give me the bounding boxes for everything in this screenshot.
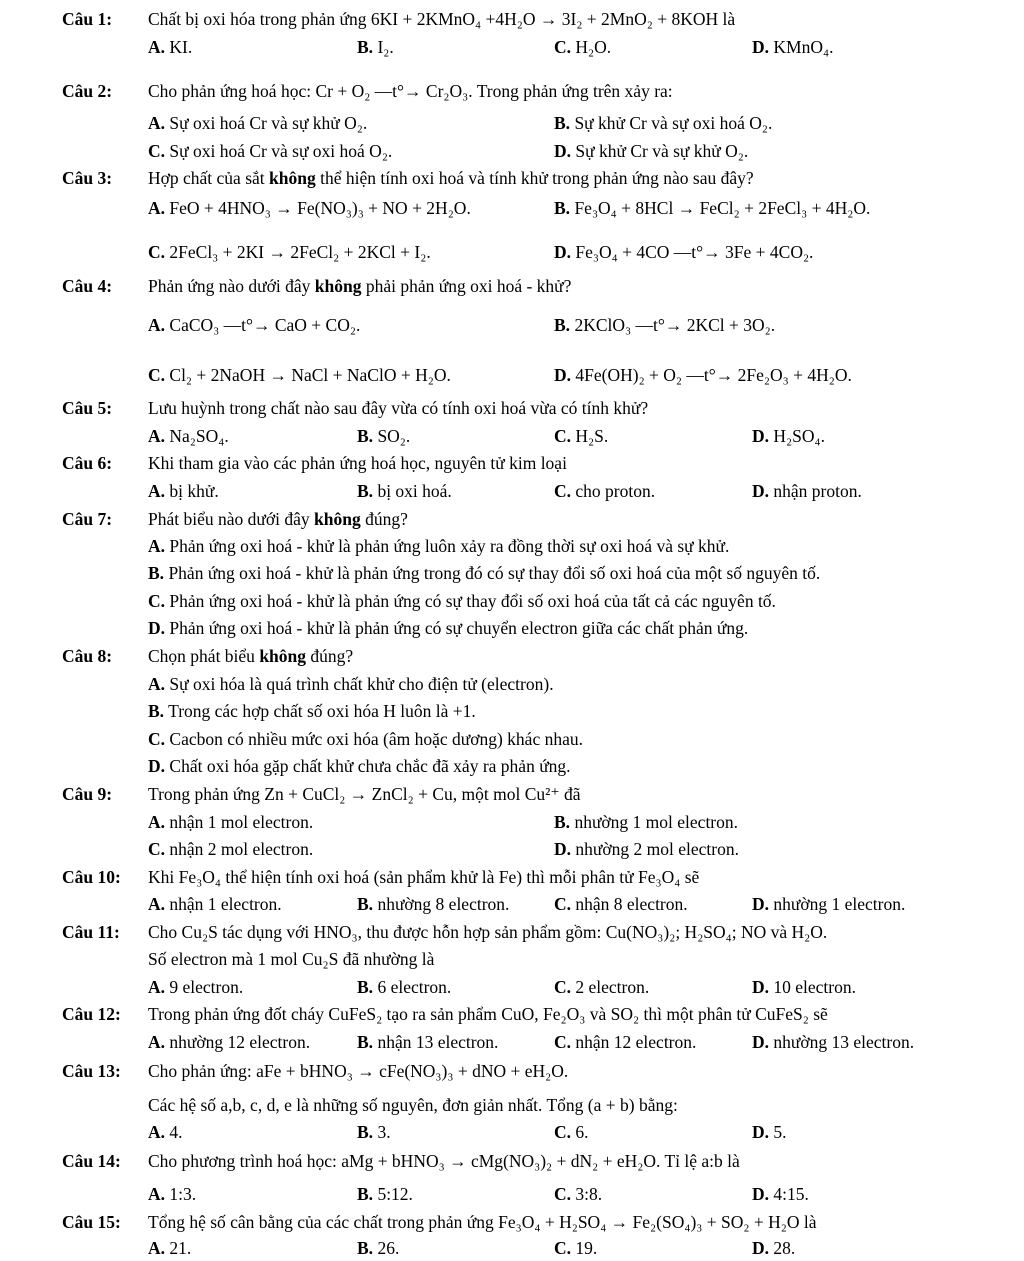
option-b[interactable]: B. I₂. [357,37,394,57]
question-stem: Hợp chất của sắt không thể hiện tính oxi hoá và tính khử trong phản ứng nào sau đây? [148,168,754,188]
option-d[interactable]: D. Fe₃O₄ + 4CO —t°→ 3Fe + 4CO₂. [554,242,814,262]
option-b[interactable]: B. 6 electron. [357,977,452,997]
option-d[interactable]: D. nhường 2 mol electron. [554,839,739,859]
option-a[interactable]: A. Phản ứng oxi hoá - khử là phản ứng luôn xảy ra đồng thời sự oxi hoá và sự khử. [148,536,730,556]
question-stem: Cho phản ứng: aFe + bHNO₃ → cFe(NO₃)₃ + dNO + eH₂O. [148,1061,569,1081]
option-d[interactable]: D. Chất oxi hóa gặp chất khử chưa chắc đã xảy ra phản ứng. [148,756,571,776]
question-stem: Tổng hệ số cân bằng của các chất trong phản ứng Fe₃O₄ + H₂SO₄ → Fe₂(SO₄)₃ + SO₂ + H₂O là [148,1212,817,1232]
option-a[interactable]: A. Na₂SO₄. [148,426,229,446]
question-number: Câu 10: [62,867,121,887]
option-c[interactable]: C. 2 electron. [554,977,650,997]
question-number: Câu 15: [62,1212,121,1232]
question-number: Câu 11: [62,922,120,942]
question-number: Câu 9: [62,784,113,804]
option-a[interactable]: A. 21. [148,1238,192,1258]
option-b[interactable]: B. SO₂. [357,426,411,446]
option-a[interactable]: A. 1:3. [148,1184,197,1204]
question-stem: Phát biểu nào dưới đây không đúng? [148,509,408,529]
option-b[interactable]: B. Phản ứng oxi hoá - khử là phản ứng trong đó có sự thay đổi số oxi hoá của một số nguyên tố. [148,563,821,583]
option-b[interactable]: B. Fe₃O₄ + 8HCl → FeCl₂ + 2FeCl₃ + 4H₂O. [554,198,871,218]
question-number: Câu 6: [62,453,113,473]
option-a[interactable]: A. nhường 12 electron. [148,1032,311,1052]
option-c[interactable]: C. 3:8. [554,1184,603,1204]
option-a[interactable]: A. Sự oxi hóa là quá trình chất khử cho điện tử (electron). [148,674,554,694]
option-d[interactable]: D. H₂SO₄. [752,426,825,446]
option-c[interactable]: C. Sự oxi hoá Cr và sự oxi hoá O₂. [148,141,393,161]
option-b[interactable]: B. nhường 1 mol electron. [554,812,739,832]
question-number: Câu 2: [62,81,113,101]
option-c[interactable]: C. Phản ứng oxi hoá - khử là phản ứng có sự thay đổi số oxi hoá của tất cả các nguyên tố. [148,591,776,611]
question-number: Câu 12: [62,1004,121,1024]
option-d[interactable]: D. 28. [752,1238,796,1258]
option-b[interactable]: B. Sự khử Cr và sự oxi hoá O₂. [554,113,773,133]
question-stem: Lưu huỳnh trong chất nào sau đây vừa có tính oxi hoá vừa có tính khử? [148,398,649,418]
option-c[interactable]: C. Cl₂ + 2NaOH → NaCl + NaClO + H₂O. [148,365,451,385]
question-stem-cont: Số electron mà 1 mol Cu₂S đã nhường là [148,949,435,969]
option-b[interactable]: B. nhận 13 electron. [357,1032,499,1052]
option-d[interactable]: D. 10 electron. [752,977,856,997]
option-c[interactable]: C. 2FeCl₃ + 2KI → 2FeCl₂ + 2KCl + I₂. [148,242,431,262]
option-a[interactable]: A. nhận 1 electron. [148,894,282,914]
option-d[interactable]: D. Sự khử Cr và sự khử O₂. [554,141,749,161]
option-b[interactable]: B. nhường 8 electron. [357,894,510,914]
option-d[interactable]: D. nhận proton. [752,481,862,501]
option-c[interactable]: C. 19. [554,1238,598,1258]
question-stem: Khi Fe₃O₄ thể hiện tính oxi hoá (sản phẩm khử là Fe) thì mỗi phân tử Fe₃O₄ sẽ [148,867,700,887]
option-a[interactable]: A. bị khử. [148,481,219,501]
option-c[interactable]: C. nhận 12 electron. [554,1032,697,1052]
question-number: Câu 8: [62,646,113,666]
option-c[interactable]: C. Cacbon có nhiều mức oxi hóa (âm hoặc dương) khác nhau. [148,729,583,749]
option-d[interactable]: D. nhường 1 electron. [752,894,906,914]
option-a[interactable]: A. CaCO₃ —t°→ CaO + CO₂. [148,315,361,335]
option-a[interactable]: A. 4. [148,1122,183,1142]
question-stem: Phản ứng nào dưới đây không phải phản ứng oxi hoá - khử? [148,276,572,296]
question-stem: Trong phản ứng Zn + CuCl₂ → ZnCl₂ + Cu, một mol Cu²⁺ đã [148,784,581,804]
question-stem-cont: Các hệ số a,b, c, d, e là những số nguyên, đơn giản nhất. Tổng (a + b) bằng: [148,1095,678,1115]
question-stem: Cho Cu₂S tác dụng với HNO₃, thu được hỗn hợp sản phẩm gồm: Cu(NO₃)₂; H₂SO₄; NO và H₂O. [148,922,828,942]
question-stem: Chất bị oxi hóa trong phản ứng 6KI + 2KMnO₄ +4H₂O → 3I₂ + 2MnO₂ + 8KOH là [148,9,736,29]
option-d[interactable]: D. KMnO₄. [752,37,834,57]
option-a[interactable]: A. KI. [148,37,193,57]
question-stem: Khi tham gia vào các phản ứng hoá học, nguyên tử kim loại [148,453,567,473]
option-d[interactable]: D. 4:15. [752,1184,809,1204]
option-b[interactable]: B. bị oxi hoá. [357,481,452,501]
option-b[interactable]: B. Trong các hợp chất số oxi hóa H luôn là +1. [148,701,476,721]
option-a[interactable]: A. FeO + 4HNO₃ → Fe(NO₃)₃ + NO + 2H₂O. [148,198,471,218]
option-a[interactable]: A. nhận 1 mol electron. [148,812,314,832]
option-c[interactable]: C. H₂O. [554,37,612,57]
option-d[interactable]: D. 4Fe(OH)₂ + O₂ —t°→ 2Fe₂O₃ + 4H₂O. [554,365,852,385]
question-number: Câu 4: [62,276,113,296]
question-stem: Trong phản ứng đốt cháy CuFeS₂ tạo ra sản phẩm CuO, Fe₂O₃ và SO₂ thì một phân tử CuFeS₂ sẽ [148,1004,828,1024]
option-b[interactable]: B. 3. [357,1122,391,1142]
option-b[interactable]: B. 2KClO₃ —t°→ 2KCl + 3O₂. [554,315,776,335]
option-a[interactable]: A. Sự oxi hoá Cr và sự khử O₂. [148,113,368,133]
question-number: Câu 3: [62,168,113,188]
option-c[interactable]: C. nhận 8 electron. [554,894,688,914]
question-stem: Cho phản ứng hoá học: Cr + O₂ —t°→ Cr₂O₃. Trong phản ứng trên xảy ra: [148,81,673,101]
option-c[interactable]: C. nhận 2 mol electron. [148,839,314,859]
option-d[interactable]: D. 5. [752,1122,787,1142]
option-b[interactable]: B. 5:12. [357,1184,413,1204]
option-c[interactable]: C. H₂S. [554,426,609,446]
option-c[interactable]: C. 6. [554,1122,589,1142]
option-d[interactable]: D. Phản ứng oxi hoá - khử là phản ứng có sự chuyển electron giữa các chất phản ứng. [148,618,749,638]
question-number: Câu 7: [62,509,113,529]
question-number: Câu 5: [62,398,113,418]
option-d[interactable]: D. nhường 13 electron. [752,1032,915,1052]
option-c[interactable]: C. cho proton. [554,481,656,501]
option-a[interactable]: A. 9 electron. [148,977,244,997]
question-number: Câu 13: [62,1061,121,1081]
question-stem: Chọn phát biểu không đúng? [148,646,354,666]
question-stem: Cho phương trình hoá học: aMg + bHNO₃ → cMg(NO₃)₂ + dN₂ + eH₂O. Tỉ lệ a:b là [148,1151,740,1171]
option-b[interactable]: B. 26. [357,1238,400,1258]
question-number: Câu 14: [62,1151,121,1171]
question-number: Câu 1: [62,9,113,29]
